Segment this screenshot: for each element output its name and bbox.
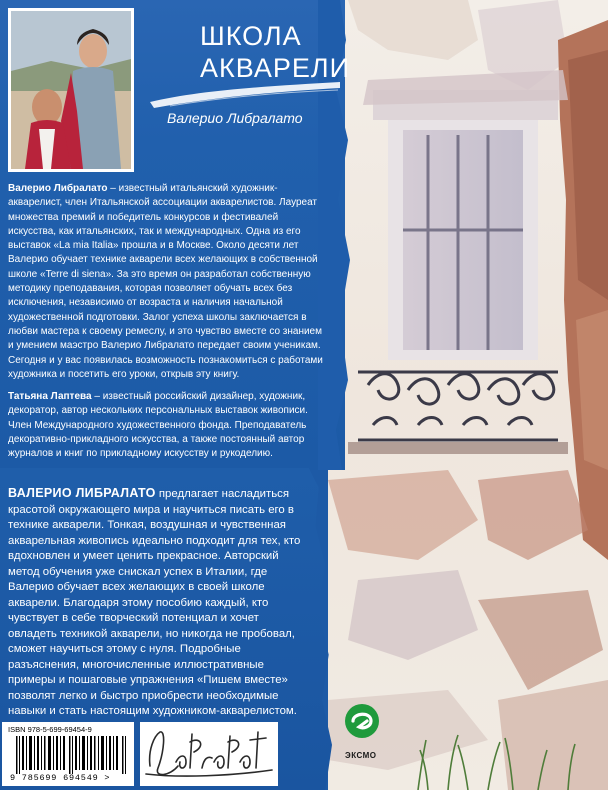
bio-coauthor-text: – известный российский дизайнер, художник, декоратор, автор нескольких персональных выставок живописи. Член Международного художественного фонда. Преподаватель декоративно-прикладного искусства, а также постоянный автор журналов и книг по прикладному искусству и рукоделию.: [8, 391, 308, 460]
author-signature-icon: [140, 722, 278, 786]
isbn-text: ISBN 978-5-699-69454-9: [8, 725, 92, 734]
barcode-box: [2, 722, 134, 786]
eksmo-logo-icon: [341, 697, 383, 753]
brush-swoosh: [150, 80, 340, 110]
promo-text: предлагает насладиться красотой окружающего мира и научиться писать его в технике акварели. Тонкая, воздушная и чувственная акварельная живопись идеально подходит для тех, кто вдохновлен и умеет ценить прекрасное. Авторский метод обучения уже снискал успех в Италии, где Валерио обучает всех желающих в своей школе акварели. Благодаря этому пособию каждый, кто чувствует в себе творческий потенциал и хочет овладеть техникой акварели, но никогда не пробовал, сможет научиться этому с нуля. Подробные разъяснения, многочисленные иллюстративные примеры и пошаговые упражнения «Пишем вместе» позволят легко и быстро приобрести необходимые навыки и стать настоящим художником-акварелистом.: [8, 488, 301, 717]
title-line-1: ШКОЛА: [200, 21, 302, 51]
signature-box: [140, 722, 278, 786]
publisher-name: ЭКСМО: [345, 751, 377, 760]
bio-coauthor-name: Татьяна Лаптева: [8, 391, 92, 402]
bio-author-text: – известный итальянский художник-акварелист, член Итальянской ассоциации акварелистов. Лауреат множества премий и победитель конкурсов и фестивалей искусства, как итальянских, так и международных. Одна из его выставок «La mia Italia» прошла и в Москве. Около десяти лет Валерио обучает технике акварели всех желающих в собственной школе «Terre di siena». За это время он разработал собственную методику преподавания, которая позволяет обучать всех без исключения, независимо от возраста и наличия начальной художественной подготовки. Залог успеха школы заключается в любви мастера к своему ремеслу, и это чувство вместе со знанием и умением маэстро Валерио Либралато передает своим ученикам. Сегодня и у вас появилась возможность познакомиться с работами художника и посетить его уроки, открыв эту книгу.: [8, 183, 323, 380]
promo-author-name: ВАЛЕРИО ЛИБРАЛАТО: [8, 486, 156, 500]
watercolor-painting: [328, 0, 608, 790]
book-title: [200, 20, 350, 84]
barcode-icon: [16, 736, 128, 774]
coauthor-bio: [8, 390, 324, 461]
book-author: Валерио Либралато: [167, 110, 303, 126]
author-photo: [8, 8, 134, 172]
author-bio: [8, 182, 324, 382]
title-line-2: АКВАРЕЛИ: [200, 53, 351, 83]
bio-author-name: Валерио Либралато: [8, 183, 108, 194]
book-description: [8, 486, 308, 720]
barcode-digits: 9 785699 694549 >: [10, 773, 111, 783]
